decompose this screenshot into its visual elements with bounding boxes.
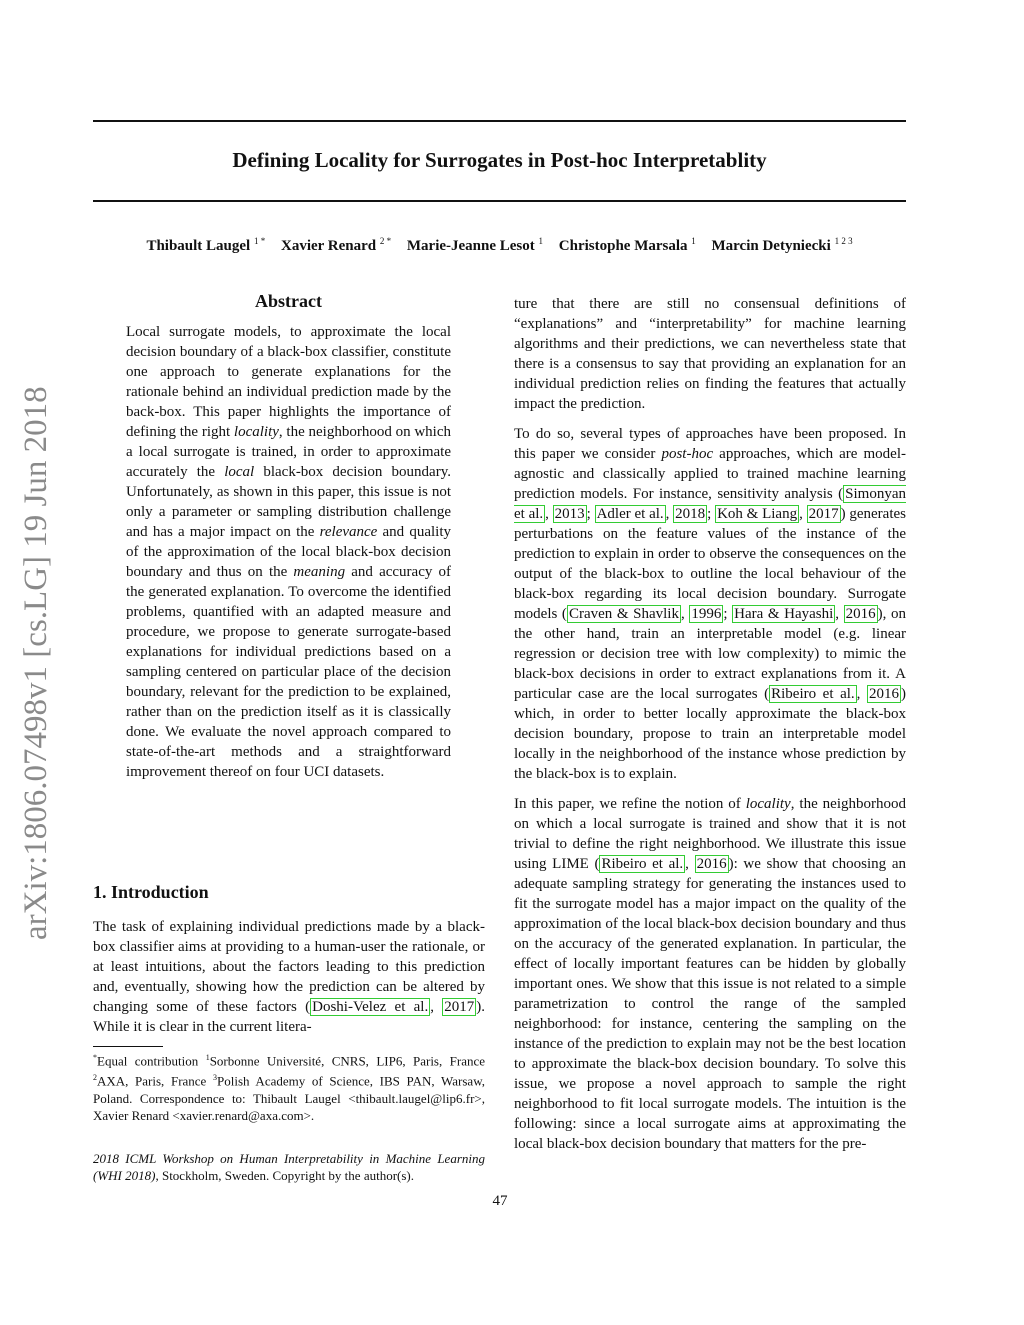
citation-year-link[interactable]: 2018 — [675, 506, 706, 522]
citation-year-link[interactable]: 2016 — [845, 606, 876, 622]
page-number: 47 — [492, 1193, 508, 1209]
paragraph-definitions: ture that there are still no consensual definitions of “explanations” and “interpretability” for machine learning algorithms and their predictions, we can nevertheless state that there is a consensus to say that providing an explanation for an individual prediction relies on finding the features that actually impact the prediction. — [514, 296, 906, 412]
affiliations-footnote: *Equal contribution $^1$Sorbonne Université, CNRS, LIP6, Paris, France $^2$AXA, Paris, France $^3$Polish Academy of Science, IBS PAN, Warsaw, Poland. Correspondence to: Thibault Laugel <thibault.laugel@lip6.fr>, Xavier Renard <xavier.renard@axa.com>. — [93, 1053, 486, 1123]
citation-link[interactable]: Ribeiro et al. — [601, 856, 684, 872]
introduction-paragraph: The task of explaining individual predictions made by a black-box classifier aims at providing to a human-user the rationale, or at least intuitions, about the factors leading to this prediction and, eventually, showing how the prediction can be altered by changing some of these factors ( Doshi-Velez et al. , 2017 ). While it is clear in the current litera- — [93, 919, 485, 1035]
citation-link[interactable]: Adler et al. — [596, 506, 664, 522]
abstract-heading: Abstract — [255, 291, 322, 311]
author-3: Marie-Jeanne Lesot $^1$ — [406, 236, 544, 254]
venue-note: 2018 ICML Workshop on Human Interpretability in Machine Learning (WHI 2018), Stockholm, Sweden. Copyright by the author(s). — [93, 1151, 485, 1183]
abstract-text: Local surrogate models, to approximate the local decision boundary of a black-box classifier, constitute one approach to generate explanations for the rationale behind an individual prediction made by the back-box. This paper highlights the importance of defining the right locality, the neighborhood on which a local surrogate is trained, in order to approximate accurately the local black-box decision boundary. Unfortunately, as shown in this paper, this issue is not only a parameter or sampling distribution challenge and has a major impact on the relevance and quality of the approximation of the local black-box decision boundary and thus on the meaning and accuracy of the generated explanation. To overcome the identified problems, quantified with an adapted measure and procedure, we propose to generate surrogate-based explanations for individual predictions based on a sampling centered on particular place of the decision boundary, relevant for the prediction to be explained, rather than on the prediction itself as it is classically done. We evaluate the novel approach compared to state-of-the-art methods and a straightforward improvement thereof on four UCI datasets. — [126, 324, 451, 780]
author-1: Thibault Laugel $^{1 *}$ — [146, 236, 266, 254]
paragraph-contribution: In this paper, we refine the notion of locality, the neighborhood on which a local surrogate is trained and show that it is not trivial to define the right neighborhood. We illustrate this issue using LIME ( Ribeiro et al. , 2016 ): we show that choosing an adequate sampling strategy for generating the instances used to fit the surrogate model has a major impact on the quality of the approximation of the local black-box decision boundary and thus on the accuracy of the generated explanation. In particular, the effect of locally important features can be hidden by globally important ones. We show that this issue is not related to a simple parametrization to control the range of the sampled neighborhood: for instance, centering the sampling on the instance of the prediction to explain may not be the best location to approximate the black-box decision boundary. To solve this issue, we propose a novel approach to sample the right neighborhood to fit local surrogate models. The intuition is the following: since a local surrogate aims at approximating the local black-box decision boundary that matters for the pre- — [514, 796, 906, 1152]
citation-link[interactable]: Ribeiro et al. — [771, 686, 855, 702]
citation-link[interactable]: Simonyan et al. — [514, 486, 906, 522]
citation-year-link[interactable]: 1996 — [691, 606, 722, 622]
introduction-heading: 1. Introduction — [93, 882, 209, 902]
title-rule — [93, 200, 906, 202]
citation-year-link[interactable]: 2016 — [696, 856, 727, 872]
author-4: Christophe Marsala $^1$ — [558, 236, 696, 254]
author-2: Xavier Renard $^{2 *}$ — [280, 236, 392, 254]
footnote-rule — [93, 1046, 163, 1047]
paper-title: Defining Locality for Surrogates in Post-hoc Interpretablity — [232, 148, 767, 172]
citation-year-link[interactable]: 2017 — [444, 999, 475, 1015]
top-rule — [93, 120, 906, 122]
citation-year-link[interactable]: 2013 — [554, 506, 585, 522]
citation-link[interactable]: Doshi-Velez et al. — [312, 999, 429, 1015]
arxiv-identifier: arXiv:1806.07498v1 [cs.LG] 19 Jun 2018 — [18, 386, 54, 940]
citation-link[interactable]: Hara & Hayashi — [734, 606, 834, 622]
paragraph-approaches: To do so, several types of approaches have been proposed. In this paper we consider post-hoc approaches, which are model-agnostic and classically applied to trained machine learning prediction models. For instance, sensitivity analysis ( Simonyan et al. , 2013 ; Adler et al. , 2018 ; Koh & Liang , 2017 ) generates perturbations on the feature values of the instance of the prediction to explain in order to observe the consequences on the output of the black-box to outline the local behaviour of the black-box regarding its local decision boundary. Surrogate models ( Craven & Shavlik , 1996 ; Hara & Hayashi , 2016 ), on the other hand, train an interpretable model (e.g. linear regression or decision tree with low complexity) to mimic the black-box decisions in order to extract explanations from it. A particular case are the local surrogates ( Ribeiro et al. , 2016 ) which, in order to better locally approximate the black-box decision boundary, propose to train an interpretable model locally in the neighborhood of the instance whose prediction by the black-box is to explain. — [514, 426, 907, 782]
citation-link[interactable]: Koh & Liang — [717, 506, 798, 522]
citation-year-link[interactable]: 2017 — [808, 506, 839, 522]
author-list — [93, 236, 906, 255]
author-5: Marcin Detyniecki $^{1 2 3}$ — [711, 236, 853, 254]
citation-link[interactable]: Craven & Shavlik — [568, 606, 679, 622]
right-column — [514, 294, 906, 1164]
citation-year-link[interactable]: 2016 — [869, 686, 899, 702]
